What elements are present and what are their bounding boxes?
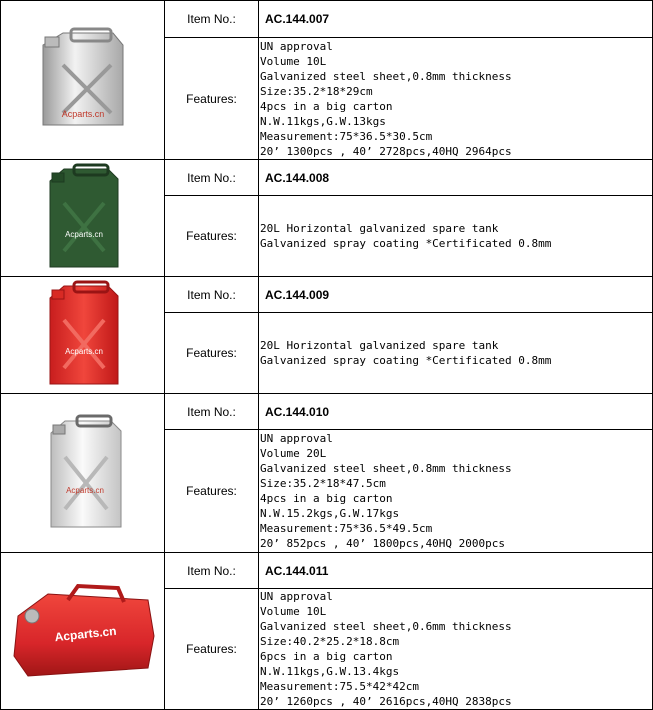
item-no-value-2: AC.144.008: [259, 160, 653, 196]
feature-line: Galvanized steel sheet,0.8mm thickness: [260, 462, 512, 476]
product-image-cell-4: [1, 394, 165, 553]
watermark-4: Acparts.cn: [65, 486, 104, 495]
feature-line: Galvanized steel sheet,0.8mm thickness: [260, 69, 512, 83]
item-no-label-1: Item No.:: [165, 1, 259, 38]
features-label-2: Features:: [165, 196, 259, 277]
feature-line: UN approval: [260, 590, 333, 603]
feature-line: Measurement:75.5*42*42cm: [260, 680, 419, 693]
feature-line: N.W.11kgs,G.W.13kgs: [260, 114, 386, 128]
product-image-cell-3: [1, 277, 165, 394]
feature-line: 20’ 1260pcs , 40’ 2616pcs,40HQ 2838pcs: [260, 695, 512, 708]
feature-line: Measurement:75*36.5*30.5cm: [260, 129, 433, 143]
item-no-value-4: AC.144.010: [259, 394, 653, 430]
feature-line: Galvanized steel sheet,0.6mm thickness: [260, 620, 512, 633]
item-no-label-2: Item No.:: [165, 160, 259, 196]
item-no-label-3: Item No.:: [165, 277, 259, 313]
feature-line: N.W.11kgs,G.W.13.4kgs: [260, 665, 400, 678]
product-image-cell-5: [1, 553, 165, 710]
features-list-1: [259, 38, 653, 160]
features-label-1: Features:: [165, 38, 259, 160]
feature-line: Measurement:75*36.5*49.5cm: [260, 522, 433, 536]
feature-line: Galvanized spray coating *Certificated 0.8mm: [260, 354, 552, 368]
features-list-2: [259, 196, 653, 277]
feature-line: N.W.15.2kgs,G.W.17kgs: [260, 507, 400, 521]
watermark-1: Acparts.cn: [61, 109, 104, 119]
feature-line: 6pcs in a big carton: [260, 650, 393, 663]
features-label-3: Features:: [165, 313, 259, 394]
features-list-3: [259, 313, 653, 394]
item-row-3: [1, 277, 653, 313]
feature-line: UN approval: [260, 39, 333, 53]
feature-line: 4pcs in a big carton: [260, 99, 393, 113]
feature-line: Volume 10L: [260, 54, 327, 68]
product-image-cell-1: [1, 1, 165, 160]
red-jerry-can-image: [38, 280, 128, 390]
watermark-5: Acparts.cn: [53, 623, 117, 645]
feature-line: Size:35.2*18*29cm: [260, 84, 373, 98]
item-no-label-4: Item No.:: [165, 394, 259, 430]
watermark-2: Acparts.cn: [64, 230, 103, 239]
features-list-4: [259, 430, 653, 553]
red-horizontal-fuel-can-image: [8, 576, 158, 686]
feature-line: Galvanized spray coating *Certificated 0.8mm: [260, 237, 552, 251]
feature-line: 20L Horizontal galvanized spare tank: [260, 339, 499, 353]
features-label-5: Features:: [165, 589, 259, 710]
item-no-value-5: AC.144.011: [259, 553, 653, 589]
item-row-1: [1, 1, 653, 38]
item-row-5: [1, 553, 653, 589]
features-list-5: [259, 589, 653, 710]
item-no-value-3: AC.144.009: [259, 277, 653, 313]
feature-line: 20’ 1300pcs , 40’ 2728pcs,40HQ 2964pcs: [260, 144, 512, 158]
feature-line: Volume 10L: [260, 605, 327, 618]
silver-jerry-can-image: [23, 25, 143, 135]
item-no-value-1: AC.144.007: [259, 1, 653, 38]
feature-line: 4pcs in a big carton: [260, 492, 393, 506]
feature-line: Size:35.2*18*47.5cm: [260, 477, 386, 491]
feature-line: Volume 20L: [260, 447, 327, 461]
item-row-2: [1, 160, 653, 196]
feature-line: 20’ 852pcs , 40’ 1800pcs,40HQ 2000pcs: [260, 537, 506, 551]
product-image-cell-2: [1, 160, 165, 277]
feature-line: Size:40.2*25.2*18.8cm: [260, 635, 400, 648]
features-label-4: Features:: [165, 430, 259, 553]
item-no-label-5: Item No.:: [165, 553, 259, 589]
item-row-4: [1, 394, 653, 430]
white-jerry-can-image: [33, 413, 133, 533]
feature-line: 20L Horizontal galvanized spare tank: [260, 222, 499, 236]
green-jerry-can-image: [38, 163, 128, 273]
watermark-3: Acparts.cn: [64, 347, 103, 356]
feature-line: UN approval: [260, 432, 333, 446]
